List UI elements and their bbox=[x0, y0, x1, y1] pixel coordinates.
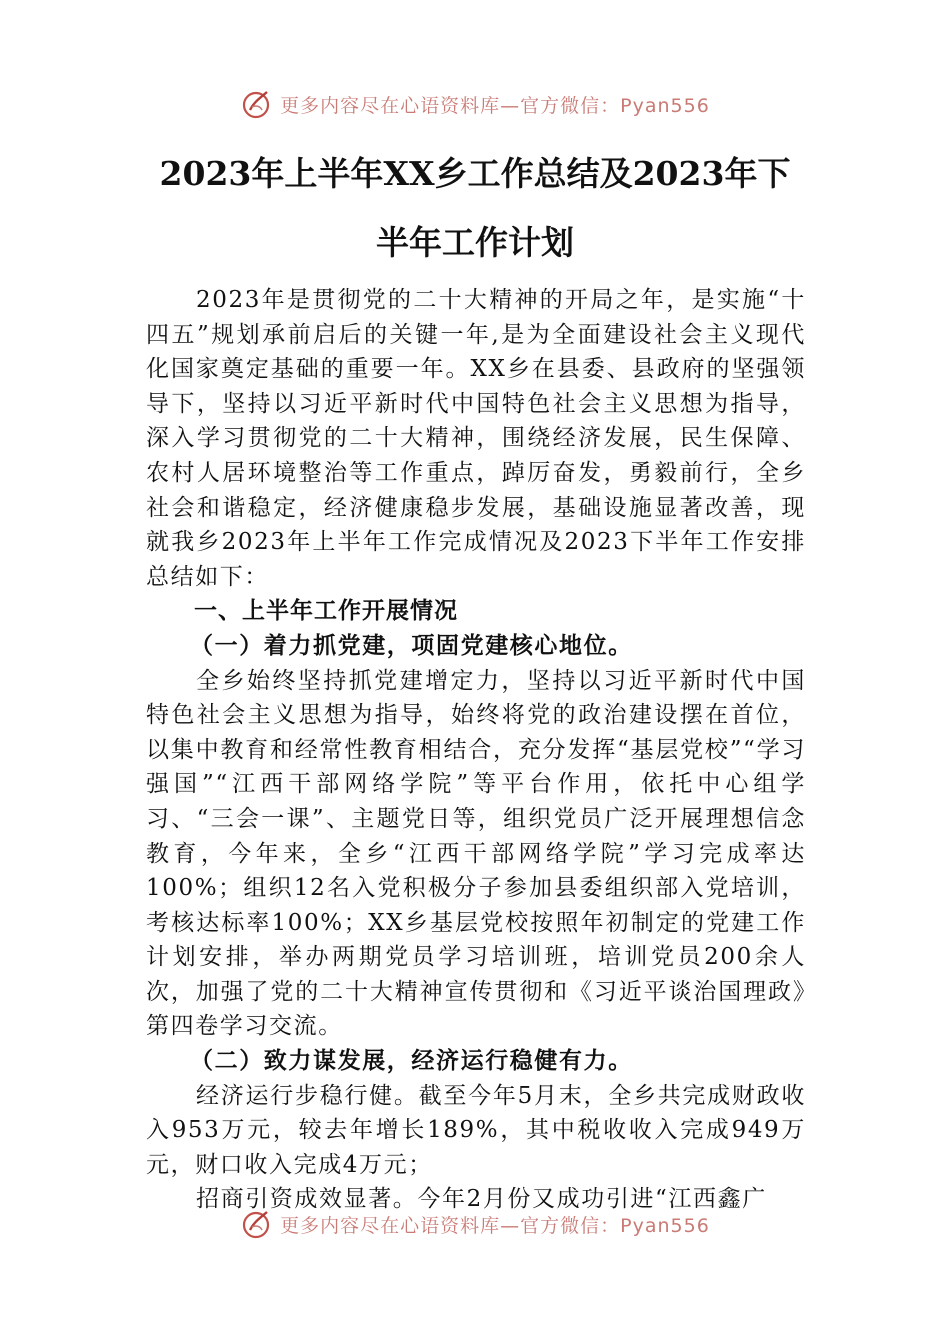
watermark-header bbox=[0, 84, 950, 124]
watermark-text: 更多内容尽在心语资料库—官方微信：Pyan556 bbox=[280, 1214, 710, 1237]
document-title-line1: 2023年上半年XX乡工作总结及2023年下 bbox=[159, 154, 791, 193]
document-title-line2: 半年工作计划 bbox=[376, 223, 574, 262]
brand-logo-icon bbox=[240, 1208, 272, 1240]
body-paragraph: 招商引资成效显著。今年2月份又成功引进“江西鑫广 bbox=[196, 1186, 767, 1213]
watermark-text: 更多内容尽在心语资料库—官方微信：Pyan556 bbox=[280, 94, 710, 117]
body-paragraph: 全乡始终坚持抓党建增定力，坚持以习近平新时代中国特色社会主义思想为指导，始终将党的政治建设摆在首位，以集中教育和经常性教育相结合，充分发挥“基层党校”“学习强国”“江西干部网络学院”等平台作用，依托中心组学习、“三会一课”、主题党日等，组织党员广泛开展理想信念教育，今年来，全乡“江西干部网络学院”学习完成率达100%；组织12名入党积极分子参加县委组织部入党培训，考核达标率100%；XX乡基层党校按照年初制定的党建工作计划安排，举办两期党员学习培训班，培训党员200余人次，加强了党的二十大精神宣传贯彻和《习近平谈治国理政》第四卷学习交流。 bbox=[146, 667, 806, 1040]
document-body bbox=[146, 283, 806, 1217]
subsection-heading: （一）着力抓党建，项固党建核心地位。 bbox=[190, 631, 633, 659]
brand-logo-icon bbox=[240, 88, 272, 120]
section-heading: 一、上半年工作开展情况 bbox=[194, 598, 458, 625]
subsection-heading: （二）致力谋发展，经济运行稳健有力。 bbox=[190, 1047, 633, 1075]
watermark-footer bbox=[0, 1204, 950, 1244]
body-paragraph: 经济运行步稳行健。截至今年5月末，全乡共完成财政收入953万元，较去年增长189%，其中税收收入完成949万元，财口收入完成4万元； bbox=[146, 1082, 806, 1178]
intro-paragraph: 2023年是贯彻党的二十大精神的开局之年，是实施“十四五”规划承前启后的关键一年,是为全面建设社会主义现代化国家奠定基础的重要一年。XX乡在县委、县政府的坚强领导下，坚持以习近平新时代中国特色社会主义思想为指导，深入学习贯彻党的二十大精神，围绕经济发展，民生保障、农村人居环境整治等工作重点，踔厉奋发，勇毅前行，全乡社会和谐稳定，经济健康稳步发展，基础设施显著改善，现就我乡2023年上半年工作完成情况及2023下半年工作安排总结如下： bbox=[146, 287, 806, 590]
